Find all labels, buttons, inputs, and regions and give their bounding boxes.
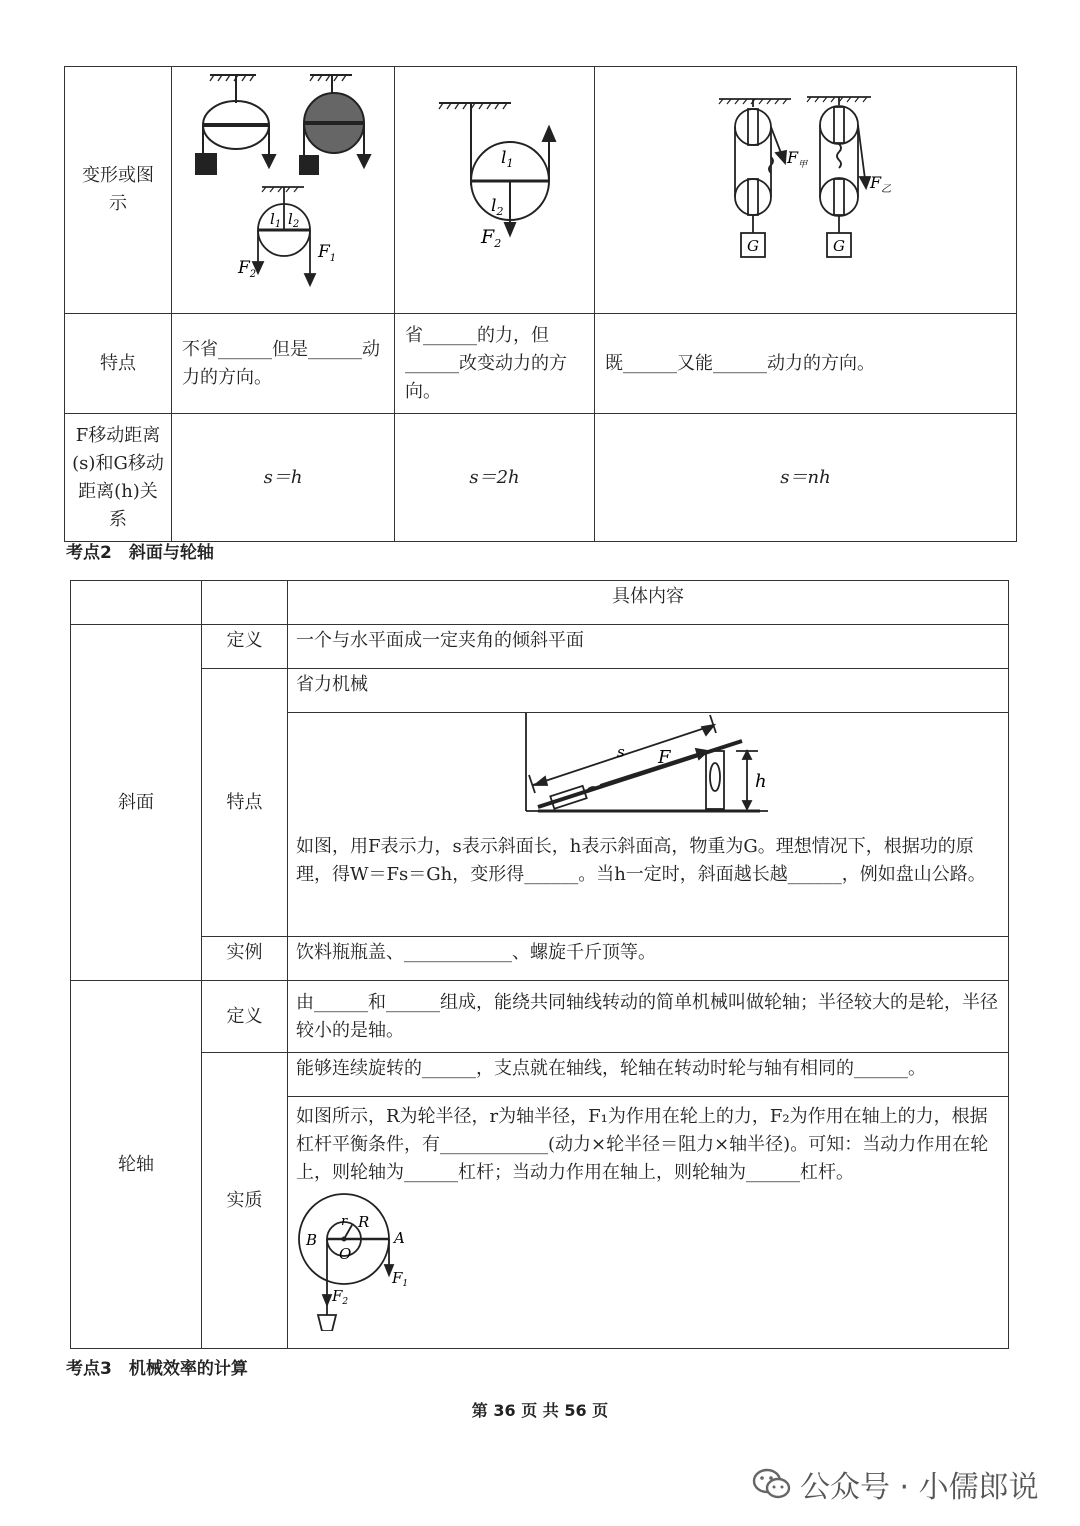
incline-example: 饮料瓶瓶盖、____________、螺旋千斤顶等。 xyxy=(288,937,1009,981)
svg-text:G: G xyxy=(747,237,759,255)
wheel-axle-definition: 由______和______组成，能绕共同轴线转动的简单机械叫做轮轴；半径较大的是轮，半径较小的是轴。 xyxy=(288,981,1009,1053)
svg-text:B: B xyxy=(306,1231,318,1249)
watermark xyxy=(752,1462,1039,1506)
wheel-axle-figure xyxy=(294,1191,434,1331)
incline-explanation: 如图，用F表示力，s表示斜面长，h表示斜面高，物重为G。理想情况下，根据功的原理，得W＝Fs＝Gh，变形得______。当h一定时，斜面越长越______，例如盘山公路。 xyxy=(296,836,986,885)
incline-feature-label: 特点 xyxy=(202,669,288,937)
svg-text:s: s xyxy=(617,743,625,761)
fixed-pulley-feature: 不省______但是______动力的方向。 xyxy=(172,314,395,414)
wheel-axle-essence-label: 实质 xyxy=(202,1053,288,1349)
movable-pulley-figure xyxy=(395,67,595,304)
incline-definition: 一个与水平面成一定夹角的倾斜平面 xyxy=(288,625,1009,669)
section3-heading: 考点3 机械效率的计算 xyxy=(66,1359,248,1379)
incline-figure xyxy=(288,713,1009,825)
movable-pulley-figure-cell xyxy=(395,67,595,314)
fixed-pulley-figure xyxy=(172,67,395,304)
incline-example-label: 实例 xyxy=(202,937,288,981)
header-content: 具体内容 xyxy=(288,581,1009,625)
svg-text:h: h xyxy=(755,771,767,792)
wechat-icon xyxy=(752,1467,792,1501)
incline-feature-1: 省力机械 xyxy=(288,669,1009,713)
fixed-pulley-figure-cell xyxy=(172,67,395,314)
svg-text:F2: $F_2$ xyxy=(238,258,257,280)
svg-text:F: F xyxy=(658,747,671,768)
svg-text:l2: $l_2$ xyxy=(288,210,300,230)
incline-label: 斜面 xyxy=(71,625,202,981)
fixed-pulley-relation: s＝h xyxy=(172,414,395,542)
header-empty-1 xyxy=(71,581,202,625)
pulley-table xyxy=(64,66,1017,542)
svg-text:O: O xyxy=(339,1245,352,1263)
pulley-block-figure-cell xyxy=(595,67,1017,314)
svg-text:l1: $l_1$ xyxy=(270,210,282,230)
svg-text:F乙: $F_乙$ xyxy=(870,173,892,195)
row-label-feature: 特点 xyxy=(65,314,172,414)
row-label-figure: 变形或图示 xyxy=(65,67,172,314)
pulley-block-feature: 既______又能______动力的方向。 xyxy=(595,314,1017,414)
svg-text:A: A xyxy=(394,1229,405,1247)
incline-wheel-table xyxy=(70,580,1009,1349)
movable-pulley-relation: s＝2h xyxy=(395,414,595,542)
watermark-text: 公众号 · 小儒郎说 xyxy=(800,1470,1039,1505)
page-footer: 第 36 页 共 56 页 xyxy=(471,1401,609,1420)
svg-text:F2: $F_2$ xyxy=(332,1287,349,1307)
section2-heading: 考点2 斜面与轮轴 xyxy=(66,543,214,563)
pulley-block-figure xyxy=(595,67,1017,304)
wheel-axle-essence-1: 能够连续旋转的______，支点就在轴线，轮轴在转动时轮与轴有相同的______。 xyxy=(288,1053,1009,1097)
wheel-axle-label: 轮轴 xyxy=(71,981,202,1349)
movable-pulley-feature: 省______的力，但______改变动力的方向。 xyxy=(395,314,595,414)
wheel-axle-definition-label: 定义 xyxy=(202,981,288,1053)
svg-text:G: G xyxy=(833,237,845,255)
incline-definition-label: 定义 xyxy=(202,625,288,669)
svg-text:F甲: $F_甲$ xyxy=(787,148,808,170)
svg-text:r: r xyxy=(341,1214,348,1229)
svg-text:F2: $F_2$ xyxy=(481,226,502,250)
incline-feature-2 xyxy=(288,713,1009,937)
pulley-block-relation: s＝nh xyxy=(595,414,1017,542)
row-label-relation: F移动距离(s)和G移动距离(h)关系 xyxy=(65,414,172,542)
header-empty-2 xyxy=(202,581,288,625)
wheel-axle-essence-2: 如图所示，R为轮半径，r为轴半径，F₁为作用在轮上的力，F₂为作用在轴上的力，根据杠杆平衡条件，有____________(动力×轮半径＝阻力×轴半径)。可知：当动力作用在轮上，则轮轴为______杠杆；当动力作用在轴上，则轮轴为______杠杆。 B r R A O $F_1$ $F_2$ xyxy=(288,1097,1009,1349)
svg-text:l2: $l_2$ xyxy=(491,196,504,218)
svg-text:l1: $l_1$ xyxy=(501,148,514,170)
svg-text:F1: $F_1$ xyxy=(318,242,337,264)
svg-text:F1: $F_1$ xyxy=(392,1269,409,1289)
svg-text:R: R xyxy=(358,1213,370,1231)
